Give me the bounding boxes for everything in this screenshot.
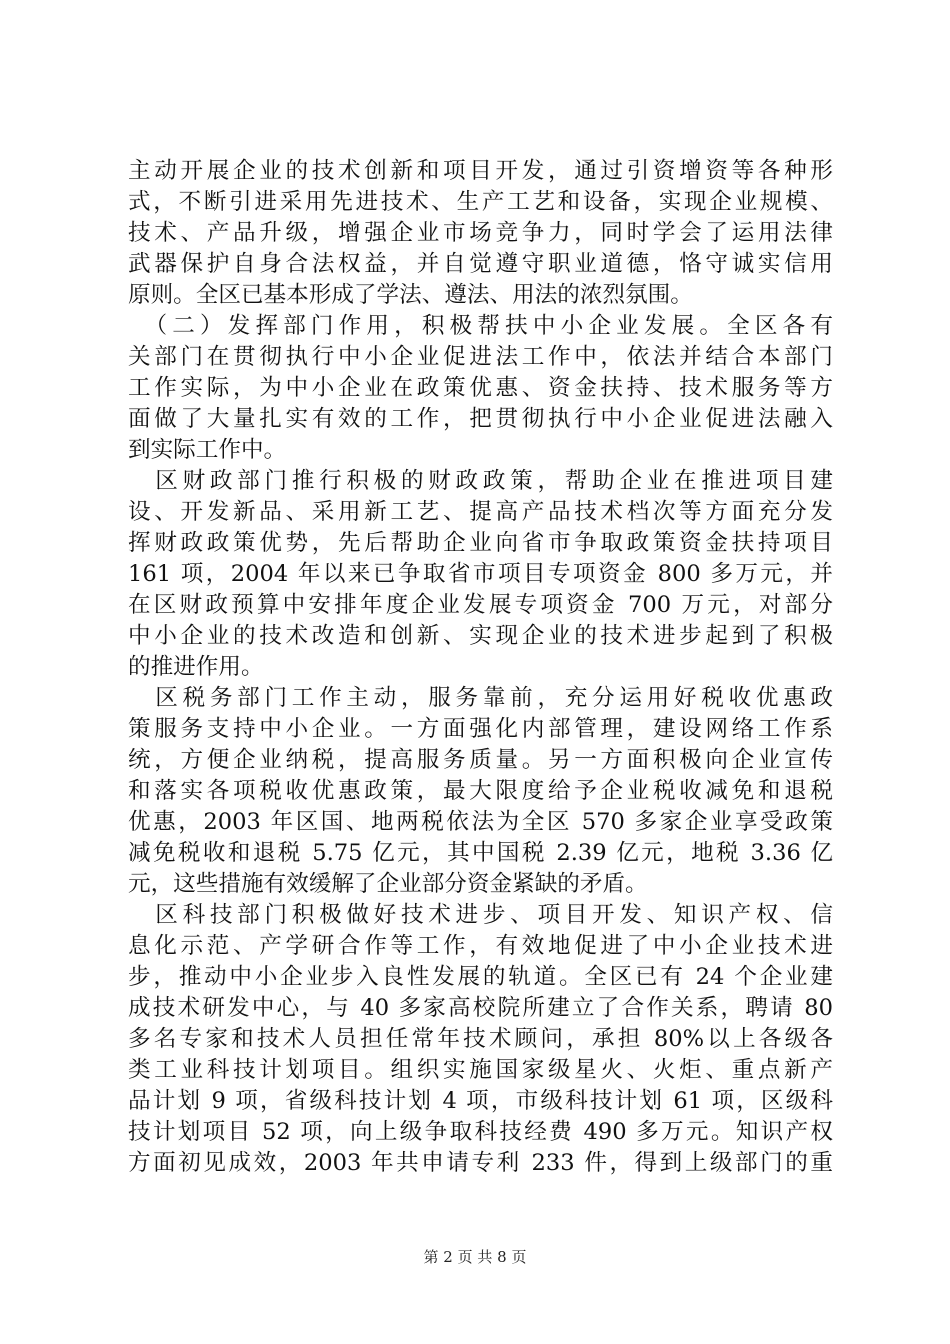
text-line: 统，方便企业纳税，提高服务质量。另一方面积极向企业宣传	[128, 747, 833, 773]
text-line: 挥财政政策优势，先后帮助企业向省市争取政策资金扶持项目	[128, 530, 833, 556]
text-line: 策服务支持中小企业。一方面强化内部管理，建设网络工作系	[128, 716, 833, 742]
text-line: 息化示范、产学研合作等工作，有效地促进了中小企业技术进	[128, 933, 833, 959]
text-line: 武器保护自身合法权益，并自觉遵守职业道德，恪守诚实信用	[128, 251, 833, 277]
text-line: 到实际工作中。	[128, 437, 287, 463]
text-line: 工作实际，为中小企业在政策优惠、资金扶持、技术服务等方	[128, 375, 833, 401]
text-line: 类工业科技计划项目。组织实施国家级星火、火炬、重点新产	[128, 1057, 833, 1083]
text-line: 多名专家和技术人员担任常年技术顾问，承担 80%以上各级各	[128, 1026, 833, 1052]
text-line: （二）发挥部门作用，积极帮扶中小企业发展。全区各有	[128, 313, 833, 339]
text-line: 成技术研发中心，与 40 多家高校院所建立了合作关系，聘请 80	[128, 995, 833, 1021]
text-line: 设、开发新品、采用新工艺、提高产品技术档次等方面充分发	[128, 499, 833, 525]
text-line: 步，推动中小企业步入良性发展的轨道。全区已有 24 个企业建	[128, 964, 833, 990]
text-line: 在区财政预算中安排年度企业发展专项资金 700 万元，对部分	[128, 592, 833, 618]
text-line: 161 项，2004 年以来已争取省市项目专项资金 800 多万元，并	[128, 561, 833, 587]
text-line: 区科技部门积极做好技术进步、项目开发、知识产权、信	[128, 902, 833, 928]
text-line: 和落实各项税收优惠政策，最大限度给予企业税收减免和退税	[128, 778, 833, 804]
page-footer: 第 2 页 共 8 页	[423, 1248, 527, 1266]
text-line: 主动开展企业的技术创新和项目开发，通过引资增资等各种形	[128, 158, 833, 184]
body-text	[128, 156, 833, 1179]
text-line: 面做了大量扎实有效的工作，把贯彻执行中小企业促进法融入	[128, 406, 833, 432]
text-line: 中小企业的技术改造和创新、实现企业的技术进步起到了积极	[128, 623, 833, 649]
text-line: 技术、产品升级，增强企业市场竞争力，同时学会了运用法律	[128, 220, 833, 246]
text-line: 方面初见成效，2003 年共申请专利 233 件，得到上级部门的重	[128, 1150, 833, 1176]
text-line: 优惠，2003 年区国、地两税依法为全区 570 多家企业享受政策	[128, 809, 833, 835]
text-line: 式，不断引进采用先进技术、生产工艺和设备，实现企业规模、	[128, 189, 833, 215]
text-line: 原则。全区已基本形成了学法、遵法、用法的浓烈氛围。	[128, 282, 693, 308]
text-line: 区财政部门推行积极的财政政策，帮助企业在推进项目建	[128, 468, 833, 494]
text-line: 品计划 9 项，省级科技计划 4 项，市级科技计划 61 项，区级科	[128, 1088, 833, 1114]
text-line: 关部门在贯彻执行中小企业促进法工作中，依法并结合本部门	[128, 344, 833, 370]
text-line: 减免税收和退税 5.75 亿元，其中国税 2.39 亿元，地税 3.36 亿	[128, 840, 833, 866]
text-line: 区税务部门工作主动，服务靠前，充分运用好税收优惠政	[128, 685, 833, 711]
text-line: 技计划项目 52 项，向上级争取科技经费 490 多万元。知识产权	[128, 1119, 833, 1145]
text-line: 元，这些措施有效缓解了企业部分资金紧缺的矛盾。	[128, 871, 648, 897]
text-line: 的推进作用。	[128, 654, 264, 680]
